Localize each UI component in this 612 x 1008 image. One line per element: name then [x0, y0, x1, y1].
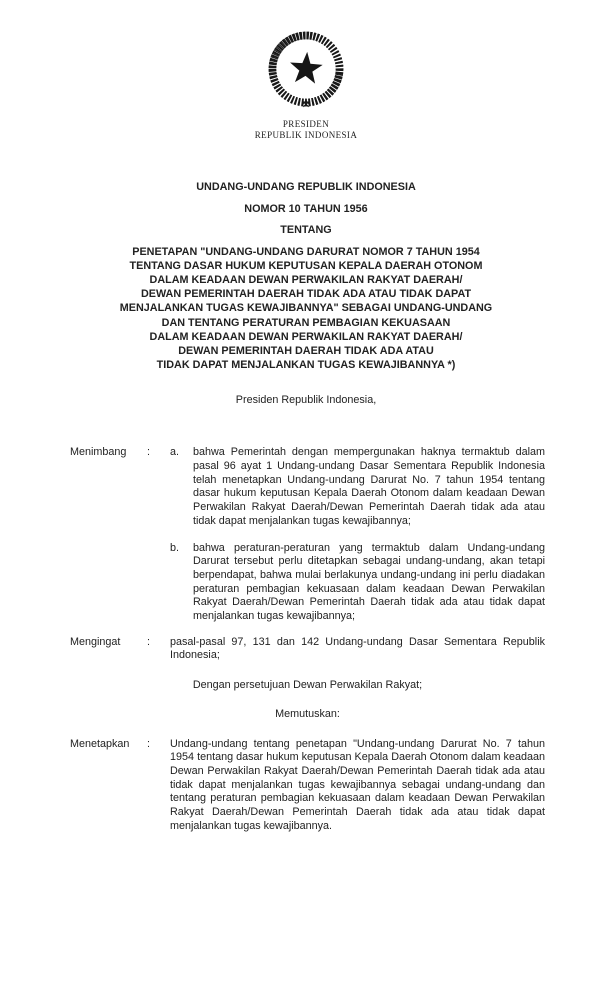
- section-menetapkan: [70, 738, 545, 834]
- menimbang-items: [170, 446, 545, 623]
- document-body: [0, 446, 612, 833]
- item-text: bahwa Pemerintah dengan mempergunakan haknya termaktub dalam pasal 96 ayat 1 Undang-undang Dasar Sementara Republik Indonesia telah menetapkan Undang-undang Darurat No. 7 tahun 1954 tentang dasar hukum keputusan Kepala Daerah Otonom dalam keadaan Dewan Perwakilan Rakyat Daerah/Dewan Pemerintah Daerah tidak ada atau tidak dapat menjalankan tugas kewajibannya;: [193, 446, 545, 527]
- section-colon: :: [147, 737, 150, 750]
- doc-title-line2: NOMOR 10 TAHUN 1956: [244, 202, 368, 215]
- title-subject-line: TIDAK DAPAT MENJALANKAN TUGAS KEWAJIBANNYA *): [156, 359, 456, 372]
- section-colon: :: [147, 635, 150, 648]
- menetapkan-text: Undang-undang tentang penetapan "Undang-undang Darurat No. 7 tahun 1954 tentang dasar hukum keputusan Kepala Daerah Otonom dalam keadaan Dewan Perwakilan Rakyat Daerah/Dewan Pemerintah Daerah tidak ada atau tidak dapat menjalankan tugas kewajibannya sebagai undang-undang dan tentang peraturan pembagian kekuasaan dalam keadaan Dewan Perwakilan Rakyat Daerah/Dewan Pemerintah Daerah tidak ada atau tidak dapat menjalankan tugas kewajibannya.: [170, 737, 545, 832]
- doc-title-line3: TENTANG: [280, 224, 332, 236]
- item-marker: a.: [170, 446, 180, 459]
- title-subject: [0, 245, 612, 373]
- consent-line: Dengan persetujuan Dewan Perwakilan Rakyat;: [192, 679, 423, 692]
- title-subject-line: DEWAN PEMERINTAH DAERAH TIDAK ADA ATAU TIDAK DAPAT: [140, 288, 472, 301]
- title-subject-line: PENETAPAN "UNDANG-UNDANG DARURAT NOMOR 7 TAHUN 1954: [132, 245, 480, 258]
- section-label-menetapkan: Menetapkan: [70, 737, 130, 750]
- menimbang-item-b: [170, 542, 545, 624]
- item-marker: b.: [170, 541, 180, 554]
- title-subject-line: MENJALANKAN TUGAS KEWAJIBANNYA" SEBAGAI UNDANG-UNDANG: [119, 302, 493, 315]
- section-colon: :: [147, 446, 150, 459]
- decision-line: Memutuskan:: [275, 707, 340, 720]
- title-subject-line: DAN TENTANG PERATURAN PEMBAGIAN KEKUASAAN: [161, 316, 451, 329]
- item-text: bahwa peraturan-peraturan yang termaktub dalam Undang-undang Darurat tersebut perlu ditetapkan sebagai undang-undang, akan tetapi berpendapat, bahwa mulai berlakunya undang-undang ini perlu diadakan peraturan pembagian kekuasaan dalam keadaan Dewan Perwakilan Rakyat Daerah/Dewan Pemerintah Daerah tidak ada atau tidak dapat menjalankan tugas kewajibannya;: [193, 541, 545, 623]
- seal-caption-line2: REPUBLIK INDONESIA: [254, 130, 358, 140]
- section-mengingat: [70, 636, 545, 663]
- star-icon: [289, 51, 324, 84]
- salutation-line: Presiden Republik Indonesia,: [235, 394, 377, 407]
- section-label-mengingat: Mengingat: [70, 635, 121, 648]
- title-subject-line: DALAM KEADAAN DEWAN PERWAKILAN RAKYAT DAERAH/: [149, 330, 463, 343]
- presidential-seal-icon: [263, 26, 349, 112]
- title-subject-line: TENTANG DASAR HUKUM KEPUTUSAN KEPALA DAERAH OTONOM: [129, 259, 483, 272]
- section-label-menimbang: Menimbang: [70, 446, 127, 459]
- section-menimbang: [70, 446, 545, 623]
- menimbang-item-a: [170, 446, 545, 528]
- title-subject-line: DEWAN PEMERINTAH DAERAH TIDAK ADA ATAU: [178, 344, 434, 357]
- title-block: [0, 177, 612, 372]
- mengingat-text: pasal-pasal 97, 131 dan 142 Undang-undang Dasar Sementara Republik Indonesia;: [170, 635, 545, 662]
- doc-title-line1: UNDANG-UNDANG REPUBLIK INDONESIA: [196, 181, 416, 193]
- seal-caption-line1: PRESIDEN: [282, 119, 330, 129]
- document-header: [0, 0, 612, 141]
- title-subject-line: DALAM KEADAAN DEWAN PERWAKILAN RAKYAT DAERAH/: [149, 273, 463, 286]
